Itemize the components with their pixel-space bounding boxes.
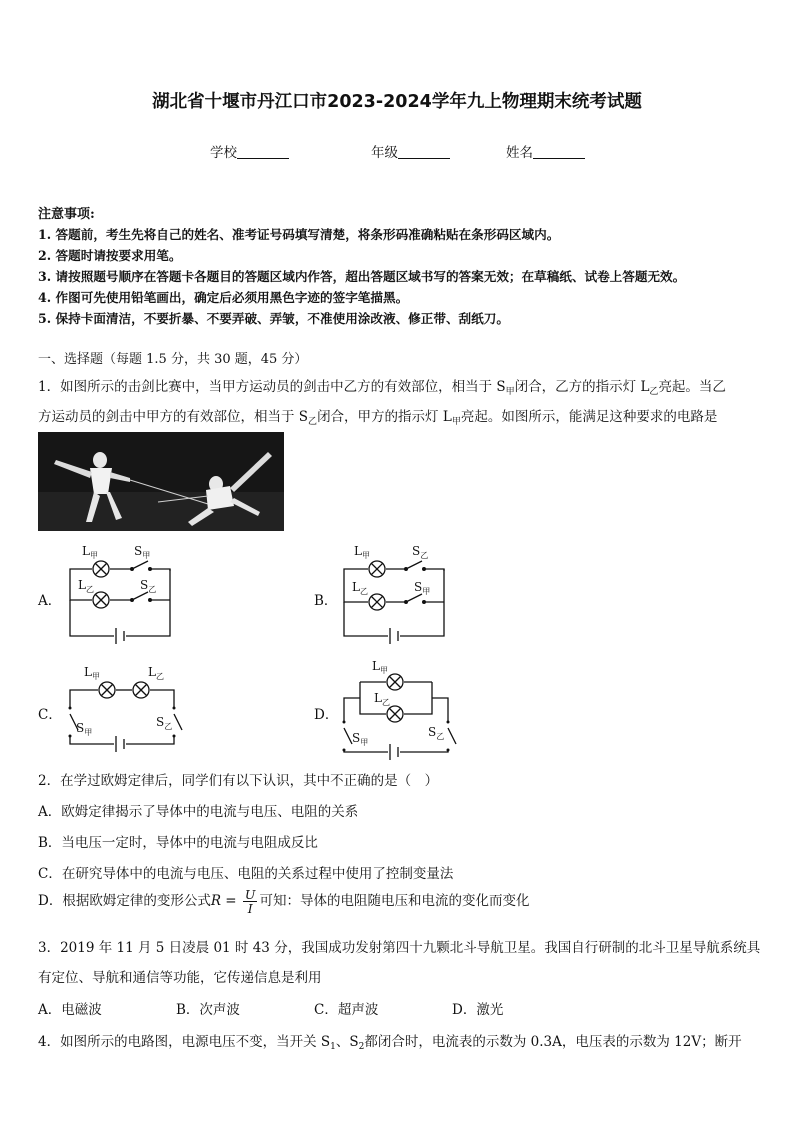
svg-text:S甲: $S_甲$ (76, 721, 93, 737)
svg-text:S乙: $S_乙$ (412, 544, 429, 560)
svg-text:S甲: $S_甲$ (134, 544, 151, 560)
q2-option-c[interactable]: C．在研究导体中的电流与电压、电阻的关系过程中使用了控制变量法 (38, 866, 454, 882)
circuit-c (62, 660, 192, 760)
name-blank[interactable] (533, 145, 585, 159)
name-field: 姓名 (506, 141, 585, 161)
q2-option-d[interactable]: D．根据欧姆定律的变形公式R = $\frac{U}{I}$ 可知：导体的电阻随电压和电流的变化而变化 (38, 887, 530, 916)
svg-text:S乙: $S_乙$ (140, 578, 157, 594)
grade-blank[interactable] (398, 145, 450, 159)
q2-stem: 2．在学过欧姆定律后，同学们有以下认识，其中不正确的是（ ） (38, 773, 439, 789)
notes-heading: 注意事项: (38, 207, 95, 222)
q2-option-b[interactable]: B．当电压一定时，导体中的电流与电阻成反比 (38, 835, 318, 851)
ohm-fraction: $\frac{U}{I}$ (244, 887, 256, 916)
school-blank[interactable] (237, 145, 289, 159)
circuit-d (336, 656, 466, 762)
svg-text:L甲: $L_甲$ (354, 544, 370, 560)
q2-option-a[interactable]: A．欧姆定律揭示了导体中的电流与电压、电阻的关系 (38, 804, 359, 820)
q3-option-a[interactable]: A．电磁波 (38, 1002, 102, 1018)
school-field: 学校 (210, 141, 289, 161)
svg-text:L甲: $L_甲$ (82, 544, 98, 560)
note-item: 1. 答题前，考生先将自己的姓名、准考证号码填写清楚，将条形码准确粘贴在条形码区域内。 (38, 227, 560, 242)
q1-option-a[interactable]: A． (38, 593, 62, 609)
q3-option-b[interactable]: B．次声波 (176, 1002, 240, 1018)
q1-option-b[interactable]: B． (314, 593, 338, 609)
svg-text:L甲: $L_甲$ (372, 659, 388, 675)
note-item: 4. 作图可先使用铅笔画出，确定后必须用黑色字迹的签字笔描黑。 (38, 290, 409, 305)
svg-text:S甲: $S_甲$ (414, 580, 431, 596)
q1-stem-line1: 1．如图所示的击剑比赛中，当甲方运动员的剑击中乙方的有效部位，相当于 $S_甲$闭合，乙方的指示灯 $L_乙$亮起。当乙 (38, 379, 726, 397)
q1-stem-line2: 方运动员的剑击中甲方的有效部位，相当于 $S_乙$闭合，甲方的指示灯 $L_甲$亮起。如图所示，能满足这种要求的电路是 (38, 409, 718, 427)
q1-option-d[interactable]: D． (314, 707, 339, 723)
circuit-b (336, 541, 452, 645)
exam-title: 湖北省十堰市丹江口市2023-2024学年九上物理期末统考试题 (152, 92, 642, 112)
q4-stem: 4．如图所示的电路图，电源电压不变，当开关 $S_1$、$S_2$都闭合时，电流表的示数为 0.3A，电压表的示数为 12V；断开 (38, 1034, 742, 1052)
grade-field: 年级 (371, 141, 450, 161)
q3-stem-line1: 3．2019 年 11 月 5 日凌晨 01 时 43 分，我国成功发射第四十九颗北斗导航卫星。我国自行研制的北斗卫星导航系统具 (38, 940, 761, 956)
svg-text:S乙: $S_乙$ (156, 715, 173, 731)
q3-option-c[interactable]: C．超声波 (314, 1002, 379, 1018)
svg-text:L甲: $L_甲$ (84, 665, 100, 681)
svg-text:L乙: $L_乙$ (148, 665, 164, 681)
note-item: 3. 请按照题号顺序在答题卡各题目的答题区域内作答，超出答题区域书写的答案无效；在草稿纸、试卷上答题无效。 (38, 269, 686, 284)
svg-text:L乙: $L_乙$ (374, 691, 390, 707)
note-item: 2. 答题时请按要求用笔。 (38, 248, 182, 263)
svg-text:L乙: $L_乙$ (78, 578, 94, 594)
q1-option-c[interactable]: C． (38, 707, 62, 723)
q3-stem-line2: 有定位、导航和通信等功能，它传递信息是利用 (38, 970, 322, 986)
svg-text:L乙: $L_乙$ (352, 580, 368, 596)
section-heading: 一、选择题（每题 1.5 分，共 30 题，45 分） (38, 352, 308, 367)
q3-option-d[interactable]: D．激光 (452, 1002, 504, 1018)
svg-text:S甲: $S_甲$ (352, 731, 369, 747)
note-item: 5. 保持卡面清洁，不要折暴、不要弄破、弄皱，不准使用涂改液、修正带、刮纸刀。 (38, 311, 509, 326)
svg-text:S乙: $S_乙$ (428, 725, 445, 741)
circuit-a (62, 541, 178, 645)
fencing-photo (38, 432, 284, 531)
